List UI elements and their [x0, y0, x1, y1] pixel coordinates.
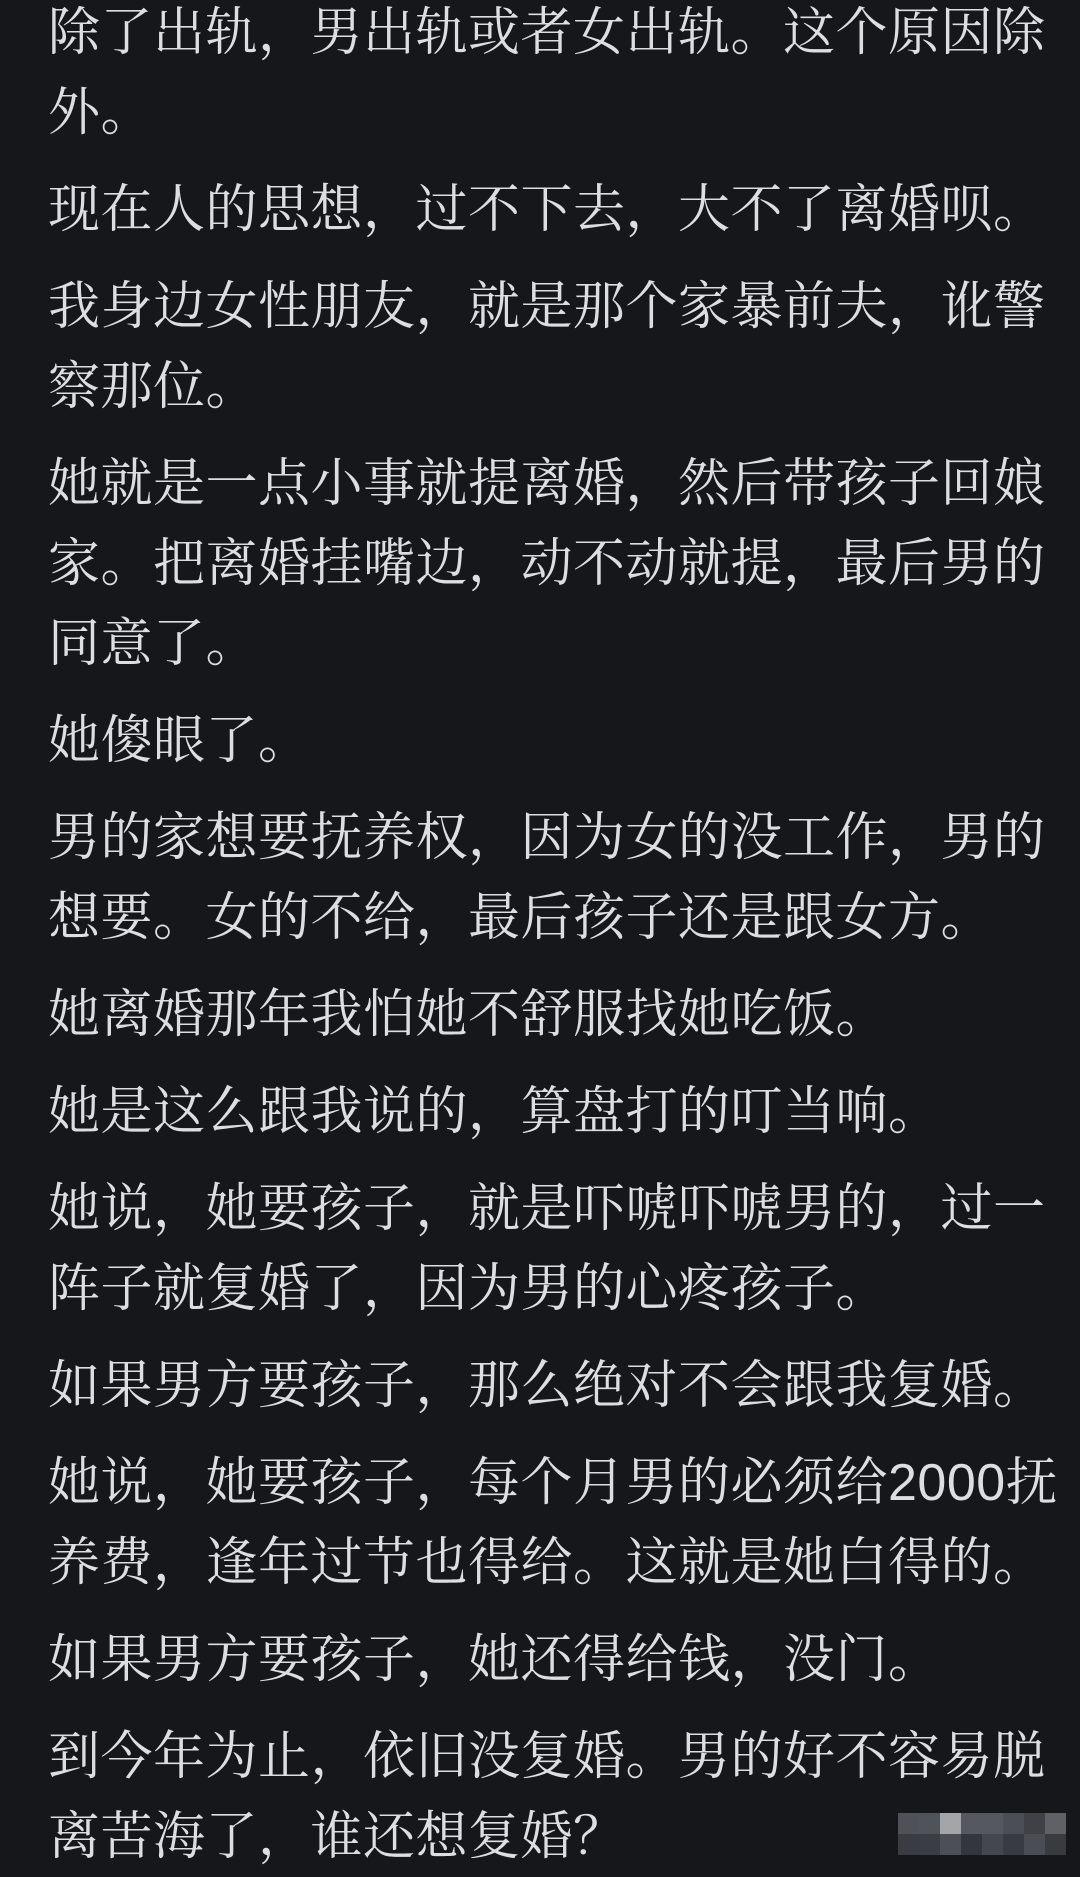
text-line: 阵子就复婚了，因为男的心疼孩子。 [48, 1260, 889, 1318]
watermark-mosaic-block [919, 1813, 940, 1834]
paragraph-5 [48, 701, 1048, 781]
watermark-mosaic-block [940, 1834, 961, 1855]
paragraph-10 [48, 1346, 1048, 1426]
paragraph-12 [48, 1620, 1048, 1700]
paragraph-11 [48, 1443, 1059, 1603]
paragraph-4 [48, 444, 1048, 684]
text-line: 她傻眼了。 [48, 712, 311, 770]
paragraph-9 [48, 1169, 1048, 1329]
watermark-mosaic-block [982, 1813, 1003, 1834]
comment-text-body [48, 0, 1059, 1877]
paragraph-1 [48, 0, 1048, 153]
watermark-mosaic-block [1045, 1813, 1066, 1834]
watermark-mosaic-block [1024, 1813, 1045, 1834]
paragraph-7 [48, 975, 1048, 1055]
text-line: 她说，她要孩子，每个月男的必须给2000抚 [48, 1454, 1059, 1512]
paragraph-2 [48, 170, 1048, 250]
text-line: 察那位。 [48, 358, 259, 416]
text-line: 除了出轨，男出轨或者女出轨。这个原因除 [48, 4, 1046, 62]
text-line: 家。把离婚挂嘴边，动不动就提，最后男的 [48, 535, 1046, 593]
pixelated-watermark [898, 1813, 1066, 1855]
text-line: 如果男方要孩子，她还得给钱，没门。 [48, 1631, 941, 1689]
text-line: 现在人的思想，过不下去，大不了离婚呗。 [48, 181, 1046, 239]
text-line: 离苦海了，谁还想复婚？ [48, 1808, 626, 1866]
text-line: 外。 [48, 84, 154, 142]
text-line: 她离婚那年我怕她不舒服找她吃饭。 [48, 986, 889, 1044]
watermark-mosaic-block [919, 1834, 940, 1855]
paragraph-8 [48, 1072, 1048, 1152]
text-line: 她说，她要孩子，就是吓唬吓唬男的，过一 [48, 1180, 1046, 1238]
watermark-mosaic-block [898, 1813, 919, 1834]
watermark-mosaic-block [1003, 1813, 1024, 1834]
watermark-mosaic-block [1024, 1834, 1045, 1855]
text-line: 我身边女性朋友，就是那个家暴前夫，讹警 [48, 278, 1046, 336]
text-line: 到今年为止，依旧没复婚。男的好不容易脱 [48, 1728, 1046, 1786]
watermark-mosaic-block [982, 1834, 1003, 1855]
text-line: 同意了。 [48, 615, 259, 673]
watermark-mosaic-block [1045, 1834, 1066, 1855]
watermark-mosaic-block [961, 1813, 982, 1834]
text-line: 想要。女的不给，最后孩子还是跟女方。 [48, 889, 994, 947]
text-line: 她就是一点小事就提离婚，然后带孩子回娘 [48, 455, 1046, 513]
text-line: 养费，逢年过节也得给。这就是她白得的。 [48, 1534, 1046, 1592]
text-line: 她是这么跟我说的，算盘打的叮当响。 [48, 1083, 941, 1141]
text-line: 如果男方要孩子，那么绝对不会跟我复婚。 [48, 1357, 1046, 1415]
watermark-mosaic-block [1003, 1834, 1024, 1855]
text-line: 男的家想要抚养权，因为女的没工作，男的 [48, 809, 1046, 867]
paragraph-6 [48, 798, 1048, 958]
watermark-mosaic-block [898, 1834, 919, 1855]
watermark-mosaic-block [961, 1834, 982, 1855]
watermark-mosaic-block [940, 1813, 961, 1834]
paragraph-3 [48, 267, 1048, 427]
